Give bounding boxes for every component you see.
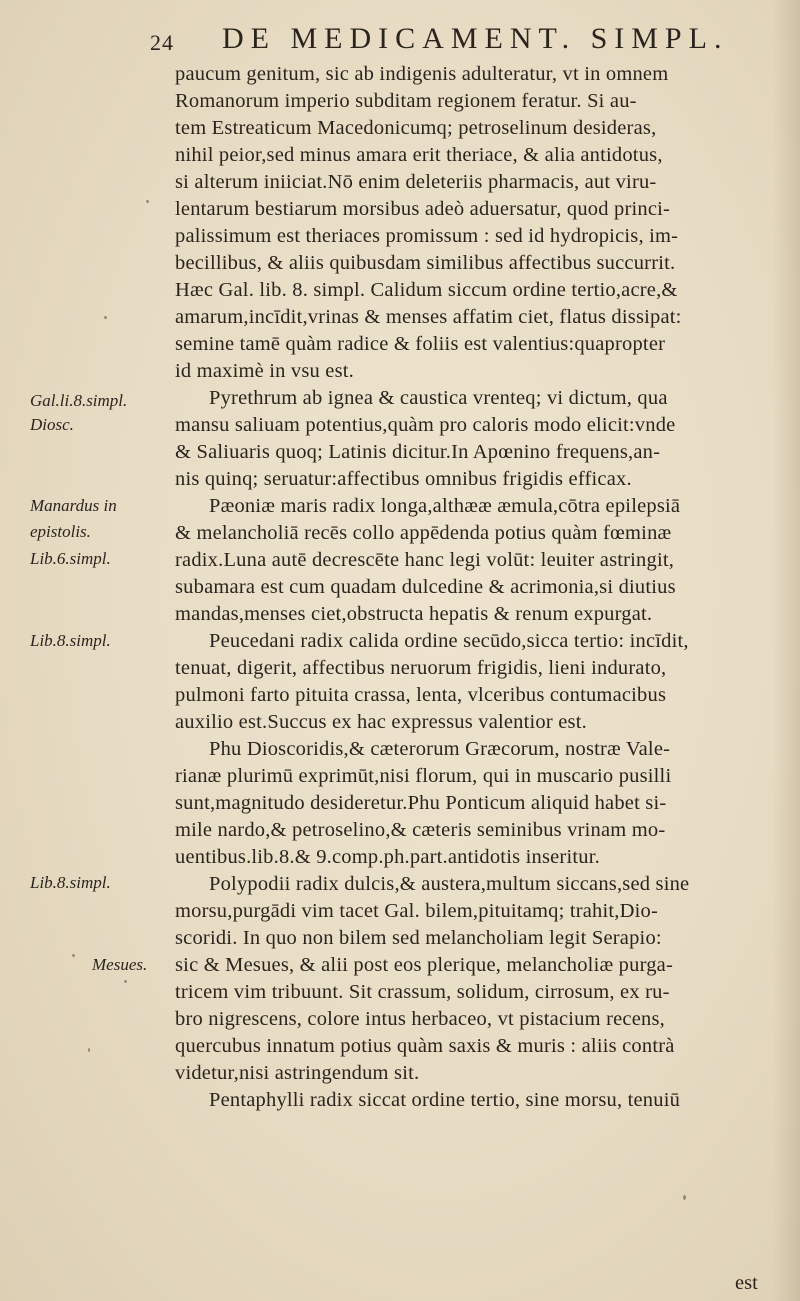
body-line: & Saliuaris quoq; Latinis dicitur.In Apœnino frequens,an- — [175, 441, 661, 463]
body-line: nihil peior,sed minus amara erit theriace, & alia antidotus, — [175, 144, 663, 166]
body-line: auxilio est.Succus ex hac expressus valentior est. — [175, 711, 587, 733]
paper-speck — [683, 1195, 686, 1200]
body-line: lentarum bestiarum morsibus adeò aduersatur, quod princi- — [175, 198, 671, 220]
body-line: palissimum est theriaces promissum : sed id hydropicis, im- — [175, 225, 679, 247]
body-line: amarum,incīdit,vrinas & menses affatim ciet, flatus dissipat: — [175, 306, 682, 328]
body-line: si alterum iniiciat.Nō enim deleteriis pharmacis, aut viru- — [175, 171, 657, 193]
body-line: videtur,nisi astringendum sit. — [175, 1062, 420, 1084]
body-line: sic & Mesues, & alii post eos plerique, melancholiæ purga- — [175, 954, 674, 976]
paper-speck — [146, 200, 149, 203]
margin-note: Lib.8.simpl. — [30, 873, 111, 892]
body-line: & melancholiā recēs collo appēdenda potius quàm fœminæ — [175, 522, 672, 544]
body-line: subamara est cum quadam dulcedine & acrimonia,si diutius — [175, 576, 676, 598]
body-line: sunt,magnitudo desideretur.Phu Ponticum aliquid habet si- — [175, 792, 667, 814]
body-line: rianæ plurimū exprimūt,nisi florum, qui in muscario pusilli — [175, 765, 672, 787]
paper-speck — [88, 1048, 90, 1052]
paragraph-polypodium: Polypodii radix dulcis,& austera,multum siccans,sed sine — [209, 873, 690, 895]
body-line: scoridi. In quo non bilem sed melancholiam legit Serapio: — [175, 927, 662, 949]
body-line: nis quinq; seruatur:affectibus omnibus frigidis efficax. — [175, 468, 632, 490]
body-line: Romanorum imperio subditam regionem feratur. Si au- — [175, 90, 637, 112]
paragraph-paeonia: Pæoniæ maris radix longa,althææ æmula,cōtra epilepsiā — [209, 495, 681, 517]
body-line: uentibus.lib.8.& 9.comp.ph.part.antidotis inseritur. — [175, 846, 600, 868]
page-edge-shadow — [772, 0, 800, 1301]
running-head: DE MEDICAMENT. SIMPL. — [222, 22, 729, 55]
body-line: radix.Luna autē decrescēte hanc legi volūt: leuiter astringit, — [175, 549, 675, 571]
body-line: becillibus, & aliis quibusdam similibus affectibus succurrit. — [175, 252, 676, 274]
body-line: pulmoni farto pituita crassa, lenta, vlceribus contumacibus — [175, 684, 667, 706]
body-line: tenuat, digerit, affectibus neruorum frigidis, lieni indurato, — [175, 657, 667, 679]
paragraph-pentaphyllum: Pentaphylli radix siccat ordine tertio, sine morsu, tenuiū — [209, 1089, 681, 1111]
margin-note: Gal.li.8.simpl. — [30, 391, 128, 410]
body-line: mandas,menses ciet,obstructa hepatis & renum expurgat. — [175, 603, 653, 625]
paper-speck — [72, 954, 75, 957]
catchword: est — [735, 1272, 758, 1294]
body-line: paucum genitum, sic ab indigenis adulteratur, vt in omnem — [175, 63, 669, 85]
paragraph-peucedanum: Peucedani radix calida ordine secūdo,sicca tertio: incīdit, — [209, 630, 689, 652]
body-line: Hæc Gal. lib. 8. simpl. Calidum siccum ordine tertio,acre,& — [175, 279, 678, 301]
body-line: mile nardo,& petroselino,& cæteris seminibus vrinam mo- — [175, 819, 666, 841]
margin-note: Manardus in — [30, 496, 117, 515]
paper-speck — [104, 316, 107, 319]
body-line: bro nigrescens, colore intus herbaceo, vt pistacium recens, — [175, 1008, 665, 1030]
margin-note: Lib.8.simpl. — [30, 631, 111, 650]
paper-speck — [124, 980, 127, 983]
margin-note: Diosc. — [30, 415, 74, 434]
body-line: mansu saliuam potentius,quàm pro caloris modo elicit:vnde — [175, 414, 676, 436]
body-line: morsu,purgādi vim tacet Gal. bilem,pituitamq; trahit,Dio- — [175, 900, 658, 922]
body-line: tem Estreaticum Macedonicumq; petroselinum desideras, — [175, 117, 657, 139]
body-line: tricem vim tribuunt. Sit crassum, solidum, cirrosum, ex ru- — [175, 981, 670, 1003]
margin-note: epistolis. — [30, 522, 91, 541]
margin-note: Mesues. — [92, 955, 148, 974]
paragraph-pyrethrum: Pyrethrum ab ignea & caustica vrenteq; vi dictum, qua — [209, 387, 668, 409]
page-number: 24 — [150, 30, 174, 55]
body-line: quercubus innatum potius quàm saxis & muris : aliis contrà — [175, 1035, 675, 1057]
margin-note: Lib.6.simpl. — [30, 549, 111, 568]
paragraph-phu: Phu Dioscoridis,& cæterorum Græcorum, nostræ Vale- — [209, 738, 671, 760]
body-line: semine tamē quàm radice & foliis est valentius:quapropter — [175, 333, 666, 355]
body-line: id maximè in vsu est. — [175, 360, 355, 382]
